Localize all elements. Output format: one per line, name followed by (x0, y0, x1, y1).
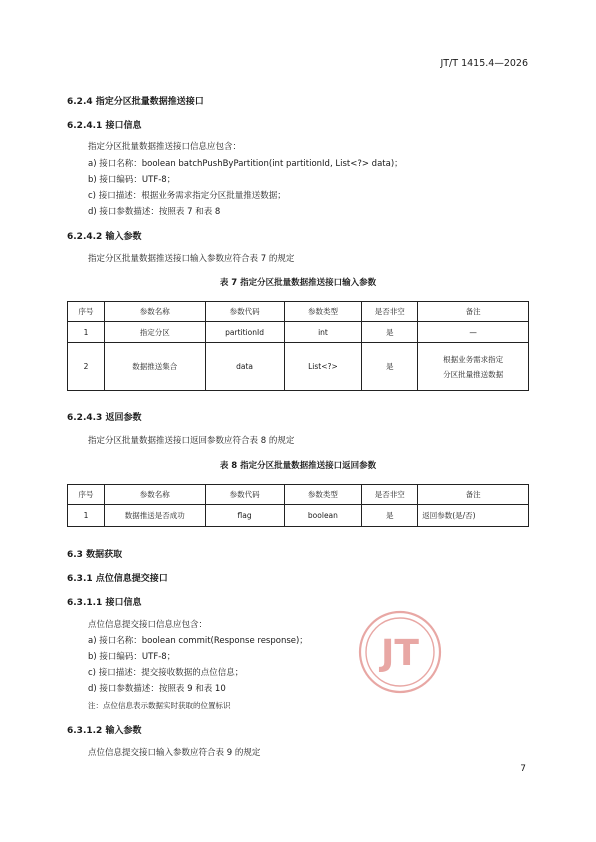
table-7 (67, 301, 529, 391)
standard-number: JT/T 1415.4—2026 (440, 58, 528, 69)
jt-seal-watermark (357, 609, 443, 695)
table-cell: 2 (68, 343, 105, 391)
column-header: 参数名称 (104, 302, 205, 322)
table-cell: partitionId (205, 322, 284, 343)
list-item: d) 接口参数描述：按照表 7 和表 8 (88, 207, 221, 217)
table-cell: 1 (68, 505, 105, 527)
section-6-2-4-title: 6.2.4 指定分区批量数据推送接口 (67, 97, 204, 107)
column-header: 参数代码 (205, 485, 284, 505)
section-6-2-4-2-title: 6.2.4.2 输入参数 (67, 232, 142, 242)
table-header-row (68, 485, 529, 505)
table-8 (67, 484, 529, 527)
column-header: 参数名称 (104, 485, 205, 505)
column-header: 参数代码 (205, 302, 284, 322)
list-item: a) 接口名称：boolean commit(Response response)； (88, 636, 308, 646)
table-cell: 是 (362, 505, 418, 527)
column-header: 参数类型 (284, 302, 362, 322)
table-row (68, 322, 529, 343)
table-cell: boolean (284, 505, 362, 527)
section-6-3-1-title: 6.3.1 点位信息提交接口 (67, 574, 168, 584)
column-header: 是否非空 (362, 485, 418, 505)
table-row (68, 505, 529, 527)
seal-text: JT (381, 633, 419, 674)
table-cell: 数据推送是否成功 (104, 505, 205, 527)
section-6-3-title: 6.3 数据获取 (67, 550, 123, 560)
section-6-3-1-1-title: 6.3.1.1 接口信息 (67, 598, 142, 608)
table-cell: 1 (68, 322, 105, 343)
remark-line: 分区批量推送数据 (443, 369, 504, 379)
section-6-3-1-2-title: 6.3.1.2 输入参数 (67, 726, 142, 736)
section-6-3-1-1-intro: 点位信息提交接口信息应包含： (88, 620, 208, 630)
section-6-2-4-3-text: 指定分区批量数据推送接口返回参数应符合表 8 的规定 (88, 436, 295, 446)
table-header-row (68, 302, 529, 322)
table-cell: data (205, 343, 284, 391)
section-6-2-4-3-title: 6.2.4.3 返回参数 (67, 413, 142, 423)
table-cell: 返回参数(是/否) (418, 505, 529, 527)
note: 注：点位信息表示数据实时获取的位置标识 (88, 701, 231, 710)
column-header: 备注 (418, 302, 529, 322)
column-header: 备注 (418, 485, 529, 505)
column-header: 序号 (68, 485, 105, 505)
table-8-caption: 表 8 指定分区批量数据推送接口返回参数 (219, 461, 377, 471)
column-header: 是否非空 (362, 302, 418, 322)
list-item: a) 接口名称：boolean batchPushByPartition(int partitionId, List<?> data)； (88, 159, 403, 169)
list-item: c) 接口描述：根据业务需求指定分区批量推送数据； (88, 191, 286, 201)
section-6-2-4-1-title: 6.2.4.1 接口信息 (67, 121, 142, 131)
list-item: d) 接口参数描述：按照表 9 和表 10 (88, 684, 226, 694)
section-6-2-4-1-intro: 指定分区批量数据推送接口信息应包含： (88, 142, 242, 152)
section-6-3-1-2-text: 点位信息提交接口输入参数应符合表 9 的规定 (88, 748, 261, 758)
column-header: 序号 (68, 302, 105, 322)
section-6-2-4-2-text: 指定分区批量数据推送接口输入参数应符合表 7 的规定 (88, 254, 295, 264)
table-cell: List<?> (284, 343, 362, 391)
table-cell: flag (205, 505, 284, 527)
table-cell: 指定分区 (104, 322, 205, 343)
table-row (68, 343, 529, 391)
table-cell-remark (418, 343, 529, 391)
table-cell: 是 (362, 322, 418, 343)
list-item: c) 接口描述：提交接收数据的点位信息； (88, 668, 244, 678)
list-item: b) 接口编码：UTF-8； (88, 175, 176, 185)
remark-line: 根据业务需求指定 (443, 354, 504, 364)
page-number: 7 (520, 764, 526, 774)
table-7-caption: 表 7 指定分区批量数据推送接口输入参数 (219, 278, 377, 288)
table-cell: int (284, 322, 362, 343)
list-item: b) 接口编码：UTF-8； (88, 652, 176, 662)
column-header: 参数类型 (284, 485, 362, 505)
table-cell: 数据推送集合 (104, 343, 205, 391)
table-cell: — (418, 322, 529, 343)
table-cell: 是 (362, 343, 418, 391)
